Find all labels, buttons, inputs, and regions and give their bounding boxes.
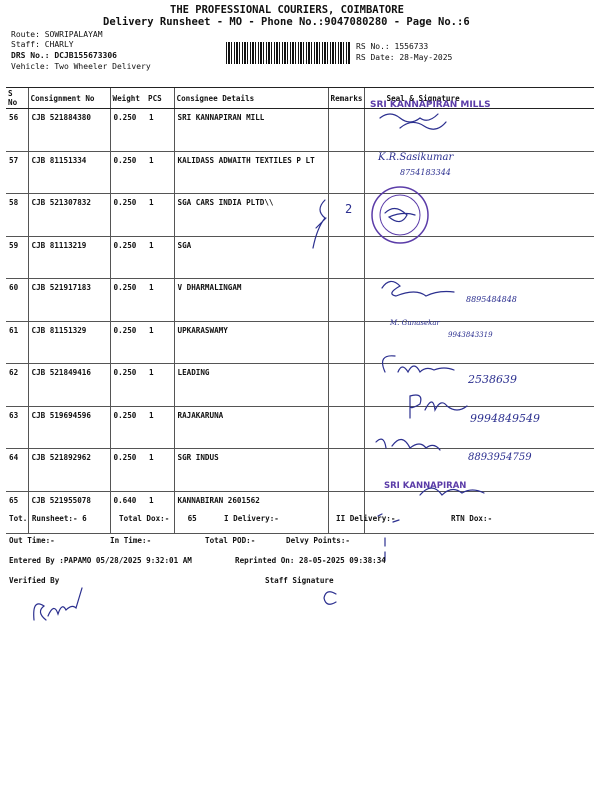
row-pcs: 1 [146,449,174,492]
vehicle-label: Vehicle: Two Wheeler Delivery [11,62,151,71]
row-consignment-no: CJB 81151329 [28,321,110,364]
row-pcs: 1 [146,491,174,534]
drs-number: DRS No.: DCJB155673306 [11,51,117,60]
row64-signature [376,439,440,450]
row-consignee: SRI KANNAPIRAN MILL [174,109,328,152]
row-consignee: SGA [174,236,328,279]
row-consignment-no: CJB 521307832 [28,194,110,237]
total-pod: Total POD:- [205,536,256,545]
row-consignment-no: CJB 521884380 [28,109,110,152]
verified-by-signature [34,588,82,620]
row60-signature [382,281,454,296]
col-pcs: PCS [146,88,174,109]
rs-number: RS No.: 1556733 [356,42,429,51]
row57-signature-number: 8754183344 [400,168,451,177]
row58-mark-number: 2 [345,202,353,216]
row-pcs: 1 [146,151,174,194]
row61-number: 9943843319 [448,331,493,339]
row-pcs: 1 [146,194,174,237]
staff-signature-mark [324,592,336,605]
row-consignee: RAJAKARUNA [174,406,328,449]
col-seal-signature: Seal & Signature [364,88,594,109]
rtn-dox: RTN Dox:- [451,514,493,523]
row-consignee: V DHARMALINGAM [174,279,328,322]
row-sno: 60 [6,279,28,322]
row-sno: 62 [6,364,28,407]
row65-stamp-text: SRI KANNAPIRAN [384,481,467,491]
out-time: Out Time:- [9,536,55,545]
row-consignee: UPKARASWAMY [174,321,328,364]
row-consignment-no: CJB 521892962 [28,449,110,492]
row-sno: 61 [6,321,28,364]
row-consignee: KANNABIRAN 2601562 [174,491,328,534]
i-delivery: I Delivery:- [224,514,279,523]
route-label: Route: SOWRIPALAYAM [11,30,103,39]
staff-signature-label: Staff Signature [265,576,334,585]
entered-by: Entered By :PAPAMO 05/28/2025 9:32:01 AM [9,556,192,565]
row56-stamp-text: SRI KANNAPIRAN MILLS [370,100,491,110]
in-time: In Time:- [110,536,152,545]
row58-bracket-mark [313,200,326,248]
row63-signature [410,395,467,418]
delvy-points: Delvy Points:- [286,536,351,545]
row64-number: 8893954759 [468,452,532,463]
row61-name: M. Gunasekar [390,319,440,327]
verified-by-label: Verified By [9,576,60,585]
row-sno: 65 [6,491,28,534]
row-sno: 57 [6,151,28,194]
row-consignment-no: CJB 81113219 [28,236,110,279]
row-pcs: 1 [146,279,174,322]
row-consignment-no: CJB 519694596 [28,406,110,449]
row-consignee: LEADING [174,364,328,407]
row-weight: 0.640 [110,491,146,534]
row-consignee: SGA CARS INDIA PLTD\\ [174,194,328,237]
runsheet-subtitle: Delivery Runsheet - MO - Phone No.:9047080280 - Page No.:6 [103,16,470,28]
col-sno: S No [6,88,28,109]
total-dox: Total Dox:- 65 [119,514,197,523]
row-weight: 0.250 [110,151,146,194]
row-weight: 0.250 [110,279,146,322]
col-consignment: Consignment No [28,88,110,109]
row-weight: 0.250 [110,321,146,364]
row-consignment-no: CJB 81151334 [28,151,110,194]
col-consignee: Consignee Details [174,88,328,109]
row60-number: 8895484848 [466,295,517,304]
row-weight: 0.250 [110,194,146,237]
row-consignee: SGR INDUS [174,449,328,492]
tot-runsheet: Tot. Runsheet:- 6 [9,514,87,523]
rs-date: RS Date: 28-May-2025 [356,53,453,62]
row-sno: 59 [6,236,28,279]
reprinted-on: Reprinted On: 28-05-2025 09:38:34 [235,556,386,565]
row-consignment-no: CJB 521955078 [28,491,110,534]
row-sno: 56 [6,109,28,152]
col-remarks: Remarks [328,88,364,109]
row-weight: 0.250 [110,449,146,492]
company-name: THE PROFESSIONAL COURIERS, COIMBATORE [170,4,404,16]
row-pcs: 1 [146,364,174,407]
row-weight: 0.250 [110,406,146,449]
row-consignee: KALIDASS ADWAITH TEXTILES P LT [174,151,328,194]
row-sno: 63 [6,406,28,449]
row-pcs: 1 [146,321,174,364]
row57-signature-name: K.R.Sasikumar [378,152,454,163]
row-pcs: 1 [146,406,174,449]
row-pcs: 1 [146,236,174,279]
row56-signature [380,114,446,129]
row-pcs: 1 [146,109,174,152]
col-weight: Weight [110,88,146,109]
row-weight: 0.250 [110,364,146,407]
row-consignment-no: CJB 521849416 [28,364,110,407]
row63-number: 9994849549 [470,412,540,425]
row62-number: 2538639 [468,373,517,386]
staff-label: Staff: CHARLY [11,40,74,49]
row-weight: 0.250 [110,236,146,279]
row-sno: 64 [6,449,28,492]
row58-signature [385,208,415,221]
ii-delivery: II Delivery:- [336,514,396,523]
row-consignment-no: CJB 521917183 [28,279,110,322]
row-weight: 0.250 [110,109,146,152]
row62-signature [383,356,454,372]
row-sno: 58 [6,194,28,237]
